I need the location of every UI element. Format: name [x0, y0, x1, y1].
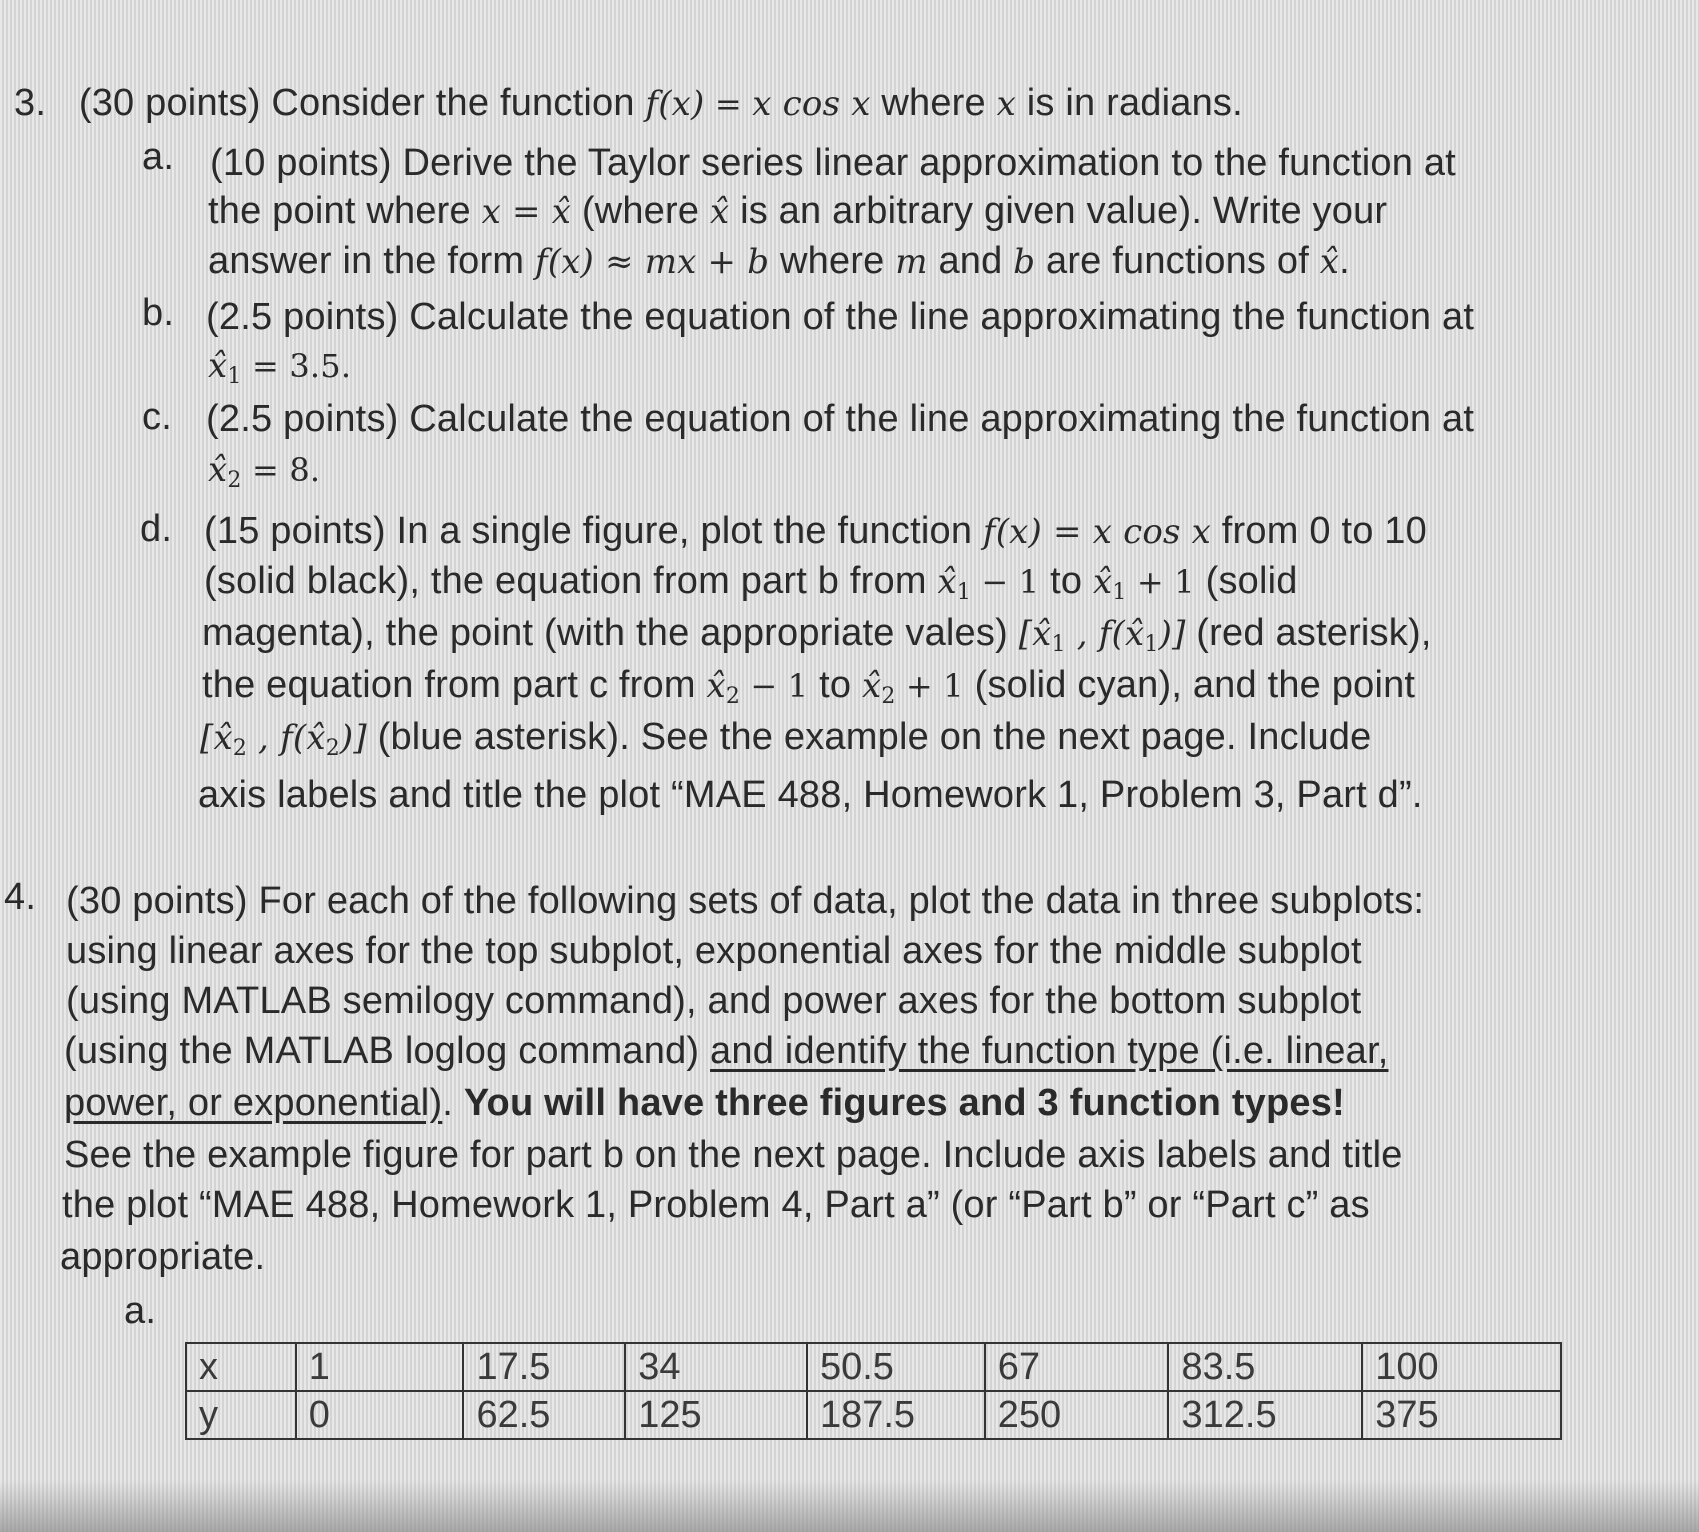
problem-4-line4: (using the MATLAB loglog command) and identify the function type (i.e. linear, [64, 1030, 1389, 1072]
part-d-line2: (solid black), the equation from part b from $x̂_1 - 1$ to $x̂_1 + 1$ (solid [204, 560, 1298, 605]
problem-4-line1: (30 points) For each of the following sets of data, plot the data in three subplots: [66, 880, 1425, 922]
table-cell: 250 [985, 1391, 1169, 1439]
problem-4-line8: appropriate. [60, 1236, 266, 1278]
table-cell: 62.5 [463, 1391, 625, 1439]
table-cell: 67 [985, 1343, 1169, 1391]
table-cell: 312.5 [1168, 1391, 1362, 1439]
part-d-line3: magenta), the point (with the appropriate vales) [$x̂_1$ , $f(x̂_1)$] (red asterisk), [202, 612, 1432, 657]
table-cell: 50.5 [807, 1343, 985, 1391]
data-table [185, 1342, 1562, 1440]
part-a-line2: the point where x = x̂ (where x̂ is an arbitrary given value). Write your [208, 190, 1388, 232]
problem-4-number: 4. [4, 876, 37, 918]
problem-4-line7: the plot “MAE 488, Homework 1, Problem 4, Part a” (or “Part b” or “Part c” as [62, 1184, 1370, 1226]
problem-3-number: 3. [14, 82, 47, 124]
table-row-header: x [186, 1343, 296, 1391]
table-row [186, 1343, 1561, 1391]
problem-4-line5: power, or exponential). You will have three figures and 3 function types! [64, 1082, 1345, 1124]
part-a-line3: answer in the form f(x) ≈ mx + b where m and b are functions of x̂. [208, 240, 1350, 282]
table-cell: 1 [296, 1343, 464, 1391]
part-a-line1: (10 points) Derive the Taylor series linear approximation to the function at [210, 142, 1456, 184]
part-d-line1: (15 points) In a single figure, plot the function f(x) = x cos x from 0 to 10 [204, 510, 1427, 552]
part-c-line1: (2.5 points) Calculate the equation of the line approximating the function at [206, 398, 1475, 440]
part-d-line5: [$x̂_2$ , $f(x̂_2)$] (blue asterisk). See the example on the next page. Include [200, 716, 1372, 761]
part-d-label: d. [140, 508, 173, 550]
problem-4-line2: using linear axes for the top subplot, exponential axes for the middle subplot [66, 930, 1362, 972]
table-row [186, 1391, 1561, 1439]
part-d-line4: the equation from part c from $x̂_2 - 1$ to $x̂_2 + 1$ (solid cyan), and the point [202, 664, 1416, 709]
part-b-line1: (2.5 points) Calculate the equation of the line approximating the function at [206, 296, 1475, 338]
problem-4-line3: (using MATLAB semilogy command), and power axes for the bottom subplot [66, 980, 1362, 1022]
table-cell: 375 [1362, 1391, 1561, 1439]
part-a-label: a. [142, 136, 175, 178]
page-bottom-shadow [0, 1480, 1699, 1532]
table-cell: 34 [625, 1343, 807, 1391]
table-row-header: y [186, 1391, 296, 1439]
table-cell: 17.5 [463, 1343, 625, 1391]
problem-4-part-a-label: a. [124, 1290, 157, 1332]
part-b-line2: $x̂_1 = 3.5$. [208, 346, 352, 389]
problem-3-intro: 3. (30 points) Consider the function f(x) = x cos x where x is in radians. [14, 82, 1243, 124]
problem-4-line6: See the example figure for part b on the next page. Include axis labels and title [64, 1134, 1403, 1176]
table-cell: 187.5 [807, 1391, 985, 1439]
part-c-line2: $x̂_2 = 8$. [208, 450, 321, 493]
part-b-label: b. [142, 292, 175, 334]
table-cell: 0 [296, 1391, 464, 1439]
table-cell: 100 [1362, 1343, 1561, 1391]
table-cell: 125 [625, 1391, 807, 1439]
part-c-label: c. [142, 396, 172, 438]
table-cell: 83.5 [1168, 1343, 1362, 1391]
part-d-line6: axis labels and title the plot “MAE 488, Homework 1, Problem 3, Part d”. [198, 774, 1423, 816]
